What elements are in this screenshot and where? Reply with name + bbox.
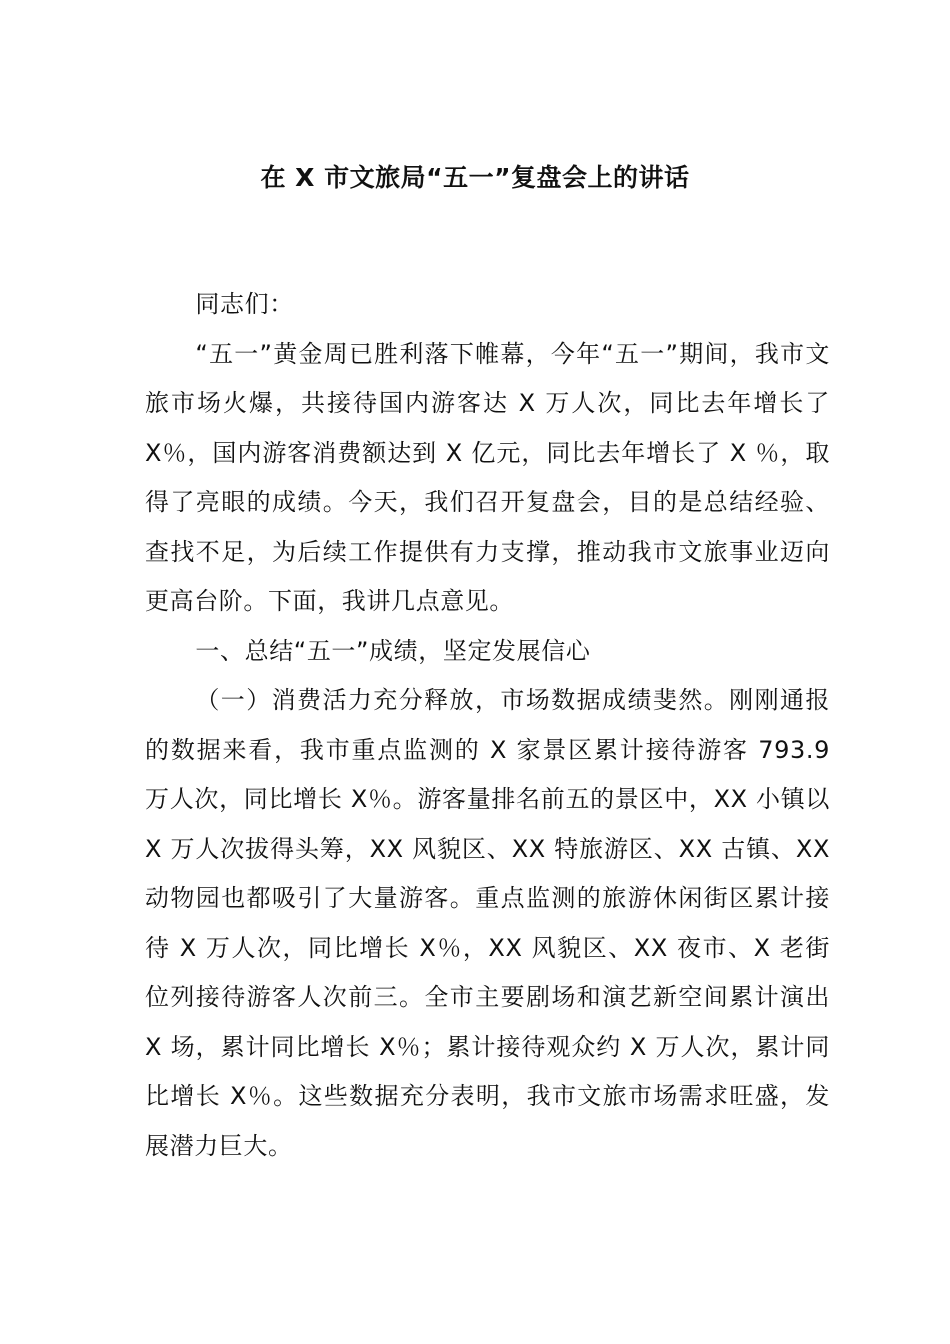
paragraph-intro: “五一”黄金周已胜利落下帷幕，今年“五一”期间，我市文旅市场火爆，共接待国内游客达 X 万人次，同比去年增长了 X％，国内游客消费额达到 X 亿元，同比去年增长了 X ％，取得了亮眼的成绩。今天，我们召开复盘会，目的是总结经验、查找不足，为后续工作提供有力支撑，推动我市文旅事业迈向更高台阶。下面，我讲几点意见。 bbox=[145, 339, 830, 615]
document-title: 在 X 市文旅局“五一”复盘会上的讲话 bbox=[260, 163, 690, 192]
section-heading: 一、总结“五一”成绩，坚定发展信心 bbox=[195, 636, 591, 665]
document-body bbox=[145, 280, 830, 1171]
paragraph-subsection-1: （一）消费活力充分释放，市场数据成绩斐然。刚刚通报的数据来看，我市重点监测的 X 家景区累计接待游客 793.9 万人次，同比增长 X％。游客量排名前五的景区中，XX 小镇以 X 万人次拔得头筹，XX 风貌区、XX 特旅游区、XX 古镇、XX 动物园也都吸引了大量游客。重点监测的旅游休闲街区累计接待 X 万人次，同比增长 X％，XX 风貌区、XX 夜市、X 老街位列接待游客人次前三。全市主要剧场和演艺新空间累计演出 X 场，累计同比增长 X％；累计接待观众约 X 万人次，累计同比增长 X％。这些数据充分表明，我市文旅市场需求旺盛，发展潜力巨大。 bbox=[145, 686, 830, 1160]
salutation: 同志们： bbox=[195, 290, 294, 318]
